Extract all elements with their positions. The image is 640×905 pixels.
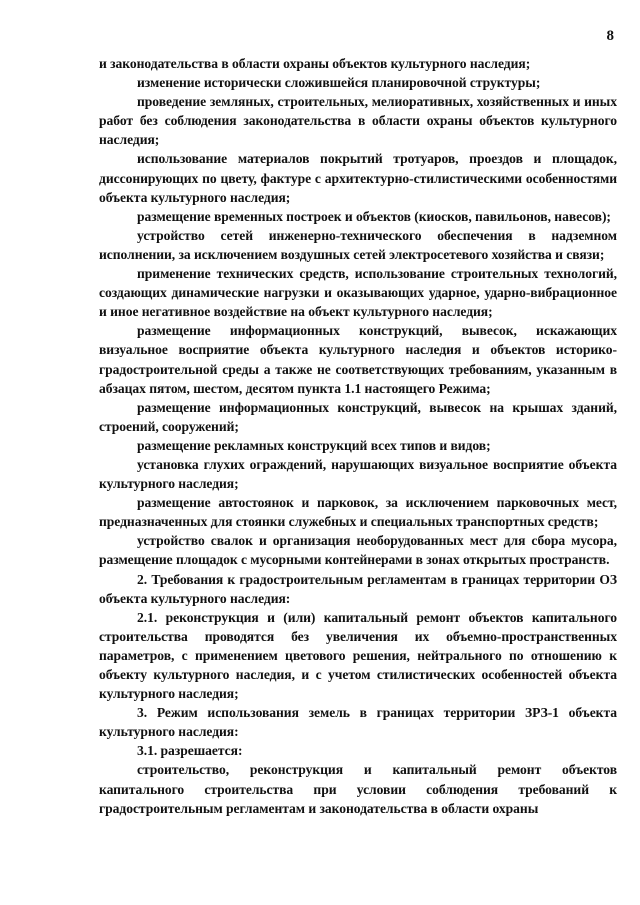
- paragraph: размещение информационных конструкций, вывесок, искажающих визуальное восприятие объекта культурного наследия и объектов историко-градостроительной среды а также не соответствующих требованиям, указанным в абзацах пятом, шестом, десятом пункта 1.1 настоящего Режима;: [99, 323, 617, 396]
- paragraph: устройство свалок и организация необорудованных мест для сбора мусора, размещение площадок с мусорными контейнерами в зонах открытых пространств.: [99, 533, 617, 568]
- paragraph: 3.1. разрешается:: [137, 743, 243, 759]
- paragraph: 2. Требования к градостроительным регламентам в границах территории ОЗ объекта культурного наследия:: [99, 571, 617, 606]
- paragraph: 2.1. реконструкция и (или) капитальный ремонт объектов капитального строительства проводятся без увеличения их объемно-пространственных параметров, с применением цветового решения, нейтрального по отношению к объекту культурного наследия, и с учетом стилистических особенностей объекта культурного наследия;: [99, 609, 617, 702]
- paragraph: размещение рекламных конструкций всех типов и видов;: [137, 437, 491, 453]
- paragraph: строительство, реконструкция и капитальный ремонт объектов капитального строительства при условии соблюдения требований к градостроительным регламентам и законодательства в области охраны: [99, 762, 617, 816]
- paragraph: размещение временных построек и объектов (киосков, павильонов, навесов);: [137, 208, 611, 224]
- paragraph: 3. Режим использования земель в границах территории ЗРЗ-1 объекта культурного наследия:: [99, 705, 617, 740]
- document-body: [99, 54, 617, 818]
- page-number: 8: [606, 28, 614, 44]
- paragraph: и законодательства в области охраны объектов культурного наследия;: [99, 56, 531, 71]
- paragraph: применение технических средств, использование строительных технологий, создающих динамические нагрузки и оказывающих ударное, ударно-вибрационное и иное негативное воздействие на объект культурного наследия;: [99, 266, 617, 320]
- paragraph: устройство сетей инженерно-технического обеспечения в надземном исполнении, за исключением воздушных сетей электросетевого хозяйства и связи;: [99, 227, 617, 262]
- paragraph: размещение автостоянок и парковок, за исключением парковочных мест, предназначенных для стоянки служебных и специальных транспортных средств;: [99, 495, 617, 530]
- paragraph: проведение земляных, строительных, мелиоративных, хозяйственных и иных работ без соблюдения законодательства в области охраны объектов культурного наследия;: [99, 94, 617, 148]
- paragraph: изменение исторически сложившейся планировочной структуры;: [137, 75, 541, 91]
- paragraph: установка глухих ограждений, нарушающих визуальное восприятие объекта культурного наследия;: [99, 456, 617, 492]
- paragraph: размещение информационных конструкций, вывесок на крышах зданий, строений, сооружений;: [99, 399, 617, 434]
- paragraph: использование материалов покрытий тротуаров, проездов и площадок, диссонирующих по цвету, фактуре с архитектурно-стилистическими особенностями объекта культурного наследия;: [99, 151, 617, 205]
